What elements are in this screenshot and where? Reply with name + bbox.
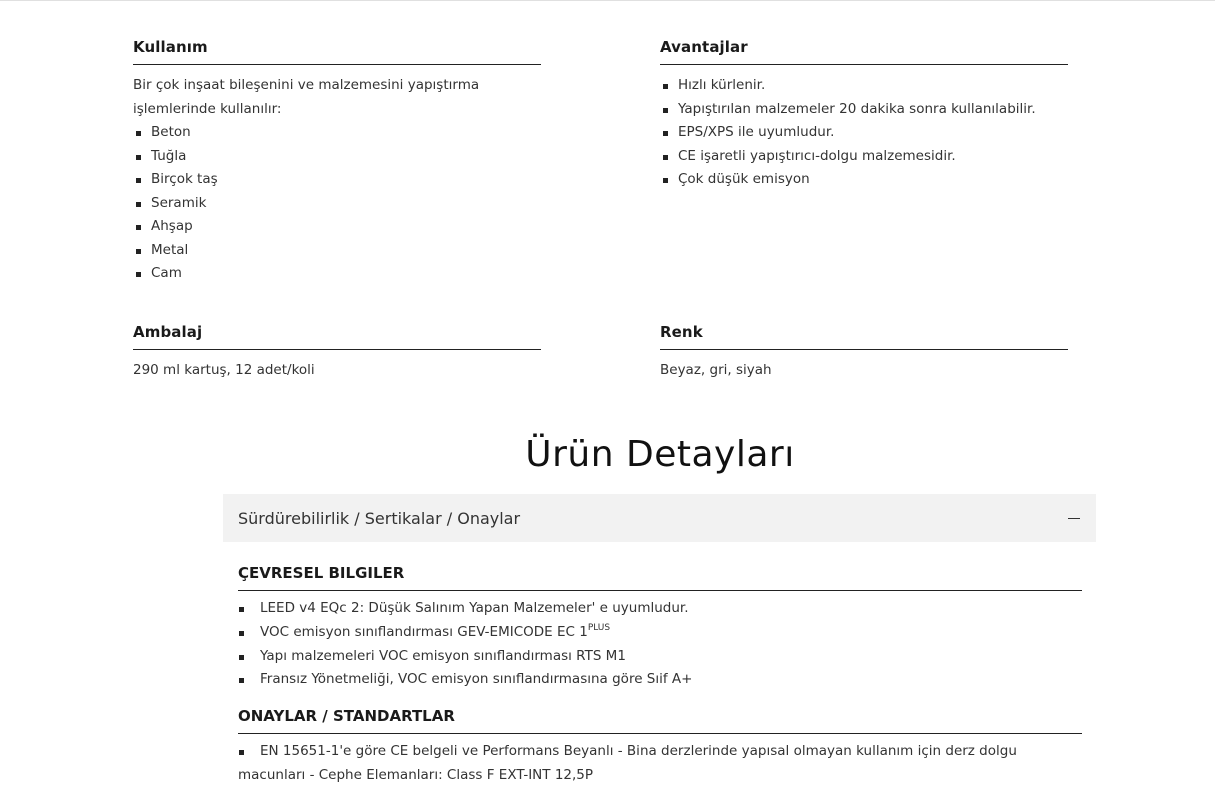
collapse-icon[interactable] [1067,508,1081,529]
top-divider [0,0,1215,1]
environmental-heading: ÇEVRESEL BILGILER [238,564,1082,591]
environmental-info-section [238,564,1082,692]
advantages-list [660,74,1068,192]
packaging-section [133,323,541,383]
product-details-title: Ürün Detayları [525,434,795,475]
list-item [238,621,1082,645]
standards-list [238,740,1082,788]
usage-heading: Kullanım [133,38,541,65]
list-item: Beton [133,121,541,145]
list-item: Seramik [133,192,541,216]
list-item-text: VOC emisyon sınıflandırması GEV-EMICODE EC 1 [260,623,588,640]
standards-section [238,707,1082,788]
usage-list [133,121,541,286]
environmental-list [238,597,1082,692]
packaging-text: 290 ml kartuş, 12 adet/koli [133,362,315,378]
color-text: Beyaz, gri, siyah [660,362,772,378]
packaging-heading: Ambalaj [133,323,541,350]
plus-superscript: PLUS [587,622,611,633]
list-item: CE işaretli yapıştırıcı-dolgu malzemesidir. [660,145,1068,169]
list-item: EPS/XPS ile uyumludur. [660,121,1068,145]
list-item: Tuğla [133,145,541,169]
sustainability-accordion-header[interactable] [223,494,1096,542]
list-item: Yapı malzemeleri VOC emisyon sınıflandırması RTS M1 [238,645,1082,669]
standards-heading: ONAYLAR / STANDARTLAR [238,707,1082,734]
list-item: Cam [133,262,541,286]
list-item: LEED v4 EQc 2: Düşük Salınım Yapan Malzemeler' e uyumludur. [238,597,1082,621]
list-item: Birçok taş [133,168,541,192]
usage-section [133,38,541,286]
advantages-heading: Avantajlar [660,38,1068,65]
list-item: Fransız Yönetmeliği, VOC emisyon sınıflandırmasına göre Sıif A+ [238,668,1082,692]
usage-intro: Bir çok inşaat bileşenini ve malzemesini yapıştırma işlemlerinde kullanılır: [133,77,480,117]
color-heading: Renk [660,323,1068,350]
list-item: EN 15651-1'e göre CE belgeli ve Performans Beyanlı - Bina derzlerinde yapısal olmayan kullanım için derz dolgu macunları - Cephe Elemanları: Class F EXT-INT 12,5P [238,740,1082,788]
list-item: Metal [133,239,541,263]
color-section [660,323,1068,383]
list-item: Yapıştırılan malzemeler 20 dakika sonra kullanılabilir. [660,98,1068,122]
advantages-section [660,38,1068,192]
accordion-label: Sürdürebilirlik / Sertikalar / Onaylar [238,508,521,528]
list-item: Ahşap [133,215,541,239]
list-item: Çok düşük emisyon [660,168,1068,192]
list-item: Hızlı kürlenir. [660,74,1068,98]
